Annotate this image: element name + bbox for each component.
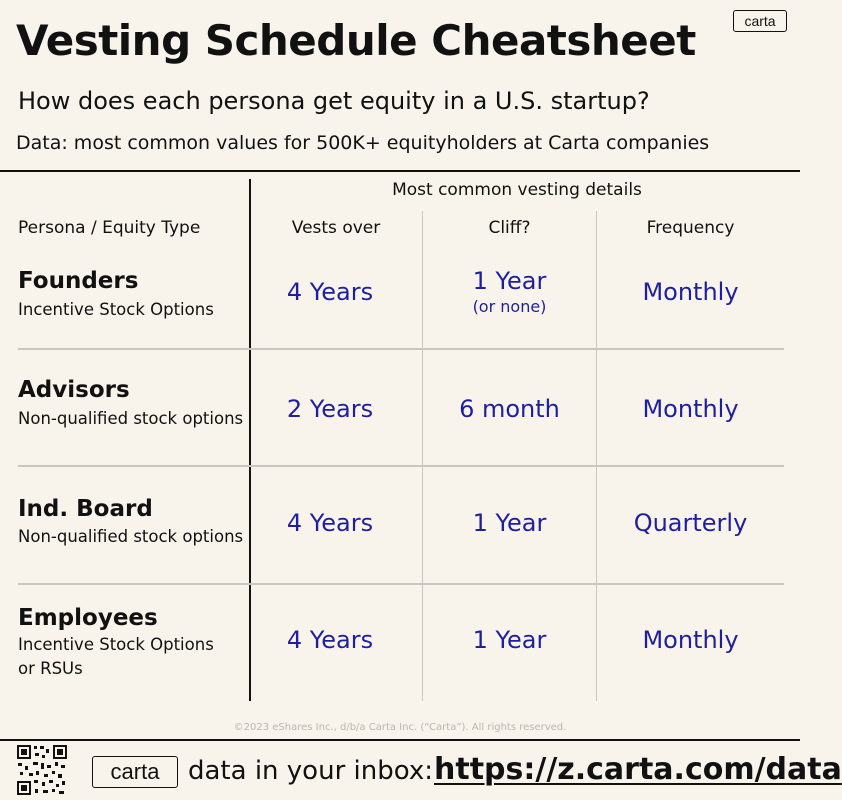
cliff-note: (or none): [472, 297, 547, 316]
vests-over-value: 4 Years: [286, 509, 374, 537]
carta-logo-text: carta: [744, 13, 776, 29]
row-divider: [18, 583, 784, 585]
column-header-cliff: Cliff?: [488, 218, 531, 238]
row-divider: [18, 465, 784, 467]
vesting-table: [0, 171, 800, 701]
persona-name: Advisors: [18, 377, 130, 403]
column-header-vests-over: Vests over: [291, 218, 381, 238]
page-title: Vesting Schedule Cheatsheet: [16, 16, 696, 65]
footer-url-link[interactable]: https://z.carta.com/data: [434, 752, 842, 787]
cliff-value: 6 month: [459, 395, 560, 423]
cliff-value: 1 Year: [472, 626, 547, 654]
equity-type: Incentive Stock Options: [18, 300, 214, 319]
persona-name: Founders: [18, 268, 139, 294]
footer-carta-logo-text: carta: [110, 759, 160, 784]
footer-cta-text: data in your inbox:: [188, 756, 433, 786]
qr-code-icon: [16, 744, 68, 796]
column-header-frequency: Frequency: [646, 218, 735, 238]
carta-logo: [733, 10, 787, 32]
equity-type: Non-qualified stock options: [18, 527, 244, 546]
cliff-value: 1 Year: [472, 267, 547, 295]
group-header: Most common vesting details: [392, 180, 642, 200]
equity-type: or RSUs: [18, 659, 83, 678]
frequency-value: Quarterly: [633, 509, 748, 537]
column-header-persona: Persona / Equity Type: [18, 218, 201, 238]
copyright-notice: ©2023 eShares Inc., d/b/a Carta Inc. (“Carta”). All rights reserved.: [233, 722, 567, 733]
equity-type: Non-qualified stock options: [18, 409, 244, 428]
footer-divider: [0, 739, 800, 741]
row-divider: [18, 348, 784, 350]
vests-over-value: 4 Years: [286, 626, 374, 654]
page-subtitle: How does each persona get equity in a U.S. startup?: [18, 87, 650, 115]
frequency-value: Monthly: [642, 278, 739, 306]
equity-type: Incentive Stock Options: [18, 635, 214, 654]
persona-column-divider: [249, 179, 251, 701]
persona-name: Employees: [18, 605, 158, 631]
footer-carta-logo: [92, 756, 178, 788]
vests-over-value: 4 Years: [286, 278, 374, 306]
cliff-value: 1 Year: [472, 509, 547, 537]
vests-over-value: 2 Years: [286, 395, 374, 423]
frequency-value: Monthly: [642, 626, 739, 654]
persona-name: Ind. Board: [18, 496, 153, 522]
qr-code[interactable]: [16, 744, 68, 796]
frequency-value: Monthly: [642, 395, 739, 423]
data-source-note: Data: most common values for 500K+ equityholders at Carta companies: [16, 132, 710, 154]
